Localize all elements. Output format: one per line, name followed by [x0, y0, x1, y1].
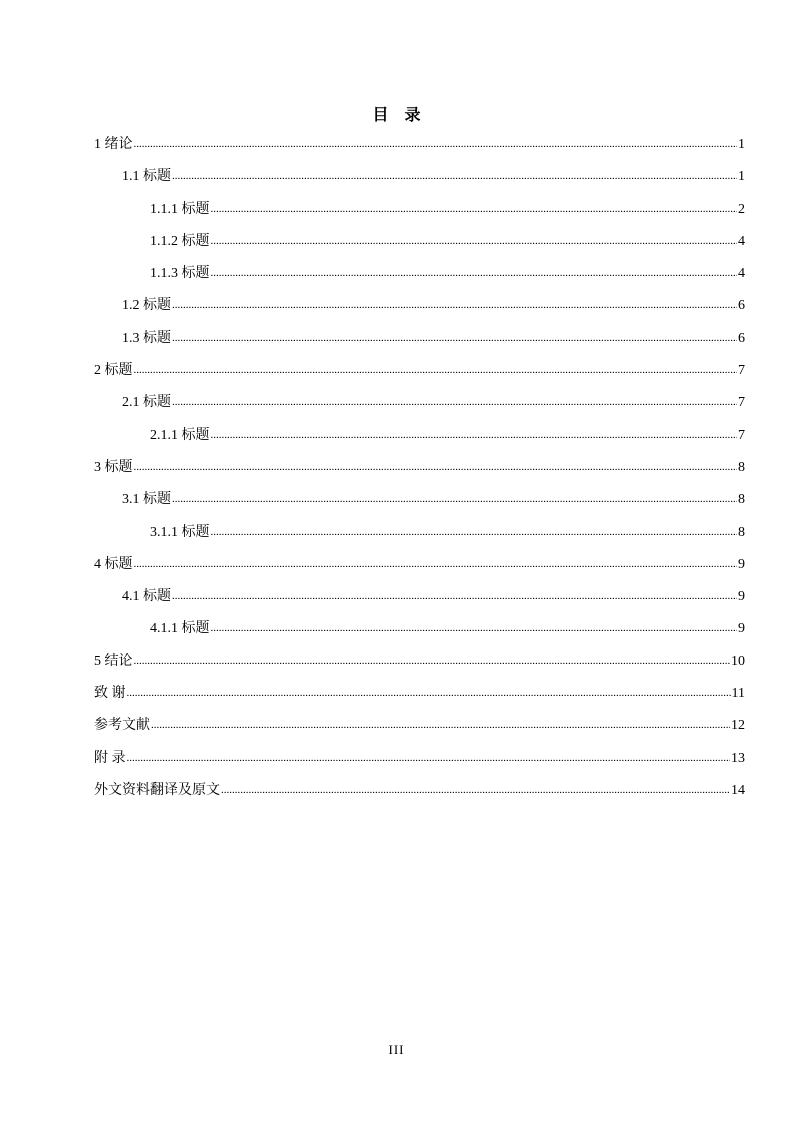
toc-dot-leader — [172, 328, 737, 348]
toc-dot-leader — [211, 522, 738, 542]
toc-entry-page: 8 — [738, 459, 745, 475]
toc-entry-page: 6 — [738, 298, 745, 314]
toc-entry[interactable] — [94, 426, 745, 458]
toc-dot-leader — [211, 263, 738, 283]
toc-entry-page: 9 — [738, 621, 745, 637]
toc-entry-label: 1 绪论 — [94, 137, 133, 152]
toc-entry-label: 2.1 标题 — [122, 395, 171, 411]
toc-entry-page: 9 — [738, 556, 745, 572]
toc-entry-label: 3.1 标题 — [122, 492, 171, 508]
toc-title-left: 目 — [372, 107, 389, 124]
toc-dot-leader — [172, 586, 737, 606]
toc-entry-page: 10 — [731, 653, 745, 669]
toc-dot-leader — [172, 166, 737, 186]
toc-dot-leader — [211, 425, 738, 445]
toc-entry-page: 1 — [738, 137, 745, 152]
toc-entry[interactable] — [94, 361, 745, 393]
toc-entry-page: 2 — [738, 201, 745, 217]
toc-title-right: 录 — [404, 107, 421, 124]
toc-entry-page: 11 — [731, 686, 745, 702]
toc-entry[interactable] — [94, 167, 745, 199]
toc-dot-leader — [134, 554, 738, 574]
toc-entry-label: 4.1 标题 — [122, 589, 171, 605]
toc-entry-label: 4.1.1 标题 — [150, 621, 210, 637]
toc-entry[interactable] — [94, 684, 745, 716]
toc-dot-leader — [127, 683, 731, 703]
toc-dot-leader — [134, 651, 731, 671]
toc-entry[interactable] — [94, 555, 745, 587]
toc-entry-page: 12 — [731, 718, 745, 734]
toc-entry-label: 外文资料翻译及原文 — [94, 782, 220, 798]
toc-entry-page: 9 — [738, 589, 745, 605]
toc-entry-page: 8 — [738, 524, 745, 540]
toc-entry-label: 致 谢 — [94, 686, 126, 702]
toc-entry[interactable] — [94, 232, 745, 264]
toc-entry-label: 5 结论 — [94, 653, 133, 669]
toc-dot-leader — [134, 360, 738, 380]
toc-entry[interactable] — [94, 200, 745, 232]
toc-dot-leader — [151, 715, 730, 735]
toc-entry[interactable] — [94, 716, 745, 748]
toc-entry[interactable] — [94, 135, 745, 167]
toc-entry-label: 附 录 — [94, 750, 126, 766]
toc-entry-page: 14 — [731, 782, 745, 798]
toc-entry-label: 2.1.1 标题 — [150, 427, 210, 443]
toc-entry-label: 2 标题 — [94, 363, 133, 379]
toc-entry-page: 7 — [738, 427, 745, 443]
toc-entry-label: 3 标题 — [94, 459, 133, 475]
toc-entry-page: 6 — [738, 330, 745, 346]
toc-entry[interactable] — [94, 652, 745, 684]
toc-dot-leader — [172, 295, 737, 315]
toc-title — [0, 102, 793, 125]
toc-entry[interactable] — [94, 296, 745, 328]
toc-entry-page: 13 — [731, 750, 745, 766]
toc-entry[interactable] — [94, 749, 745, 781]
toc-entry-label: 1.3 标题 — [122, 330, 171, 346]
toc-dot-leader — [134, 134, 738, 154]
toc-entry-label: 1.1.1 标题 — [150, 201, 210, 217]
toc-dot-leader — [172, 392, 737, 412]
toc-dot-leader — [127, 748, 731, 768]
toc-dot-leader — [211, 199, 738, 219]
toc-entry[interactable] — [94, 619, 745, 651]
page-number: III — [388, 1042, 405, 1057]
toc-dot-leader — [211, 231, 738, 251]
toc-entry-label: 1.1.2 标题 — [150, 233, 210, 249]
toc-entry-page: 8 — [738, 492, 745, 508]
toc-entry-page: 4 — [738, 233, 745, 249]
toc-entry[interactable] — [94, 329, 745, 361]
toc-entry-page: 4 — [738, 266, 745, 282]
toc-entry-page: 7 — [738, 363, 745, 379]
toc-entry-page: 1 — [738, 169, 745, 185]
toc-entry[interactable] — [94, 458, 745, 490]
toc-dot-leader — [211, 618, 738, 638]
toc-entry-label: 参考文献 — [94, 718, 150, 734]
toc-entry[interactable] — [94, 264, 745, 296]
toc-entry-label: 3.1.1 标题 — [150, 524, 210, 540]
toc-entry-label: 1.1.3 标题 — [150, 266, 210, 282]
toc-entry-page: 7 — [738, 395, 745, 411]
toc-entry[interactable] — [94, 781, 745, 813]
toc-dot-leader — [221, 780, 730, 800]
toc-entry[interactable] — [94, 490, 745, 522]
toc-entry[interactable] — [94, 523, 745, 555]
toc-entry-label: 1.2 标题 — [122, 298, 171, 314]
toc-dot-leader — [134, 457, 738, 477]
toc-entry[interactable] — [94, 587, 745, 619]
toc-entry-label: 4 标题 — [94, 556, 133, 572]
toc-dot-leader — [172, 489, 737, 509]
toc-entry[interactable] — [94, 393, 745, 425]
table-of-contents — [94, 135, 745, 813]
toc-entry-label: 1.1 标题 — [122, 169, 171, 185]
